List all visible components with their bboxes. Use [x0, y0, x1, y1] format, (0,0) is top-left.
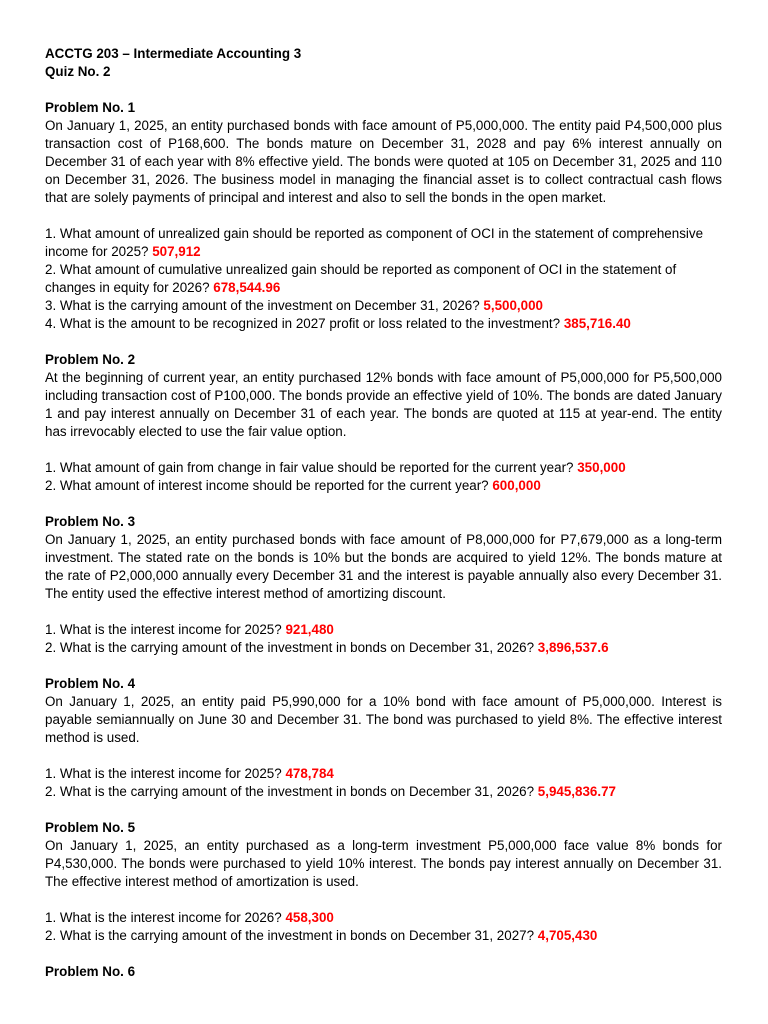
question-text: 2. What is the carrying amount of the investment in bonds on December 31, 2027?	[45, 928, 535, 943]
answer-value: 5,945,836.77	[537, 784, 616, 799]
answer-value: 350,000	[577, 460, 626, 475]
question-text: 4. What is the amount to be recognized in 2027 profit or loss related to the investment?	[45, 316, 561, 331]
question-item	[45, 783, 722, 801]
problem-body: On January 1, 2025, an entity purchased bonds with face amount of P8,000,000 for P7,679,000 as a long-term investment. The stated rate on the bonds is 10% but the bonds are acquired to yield 12%. The bonds mature at the rate of P2,000,000 annually every December 31 and the interest is payable annually also every December 31. The entity used the effective interest method of amortizing discount.	[45, 532, 722, 601]
problem-title: Problem No. 6	[45, 964, 136, 979]
quiz-title: Quiz No. 2	[45, 64, 111, 79]
answer-value: 458,300	[285, 910, 334, 925]
question-text: 2. What is the carrying amount of the investment in bonds on December 31, 2026?	[45, 784, 535, 799]
question-text: 2. What amount of cumulative unrealized gain should be reported as component of OCI in the statement of changes in equity for 2026?	[45, 262, 677, 295]
problem-title: Problem No. 5	[45, 820, 136, 835]
problem-5	[45, 819, 722, 945]
question-text: 3. What is the carrying amount of the investment on December 31, 2026?	[45, 298, 480, 313]
question-item	[45, 261, 722, 297]
question-item	[45, 315, 722, 333]
question-item	[45, 297, 722, 315]
problem-3	[45, 513, 722, 657]
question-item	[45, 927, 722, 945]
problem-title: Problem No. 1	[45, 100, 136, 115]
answer-value: 478,784	[285, 766, 334, 781]
problem-4	[45, 675, 722, 801]
document-header	[45, 45, 722, 81]
answer-value: 600,000	[492, 478, 541, 493]
answer-value: 3,896,537.6	[537, 640, 609, 655]
problem-body: On January 1, 2025, an entity purchased bonds with face amount of P5,000,000. The entity paid P4,500,000 plus transaction cost of P168,600. The bonds mature on December 31, 2028 and pay 6% interest annually on December 31 of each year with 8% effective yield. The bonds were quoted at 105 on December 31, 2025 and 110 on December 31, 2026. The business model in managing the financial asset is to collect contractual cash flows that are solely payments of principal and interest and also to sell the bonds in the open market.	[45, 118, 722, 205]
answer-value: 4,705,430	[537, 928, 598, 943]
problem-title: Problem No. 3	[45, 514, 136, 529]
answer-value: 921,480	[285, 622, 334, 637]
answer-value: 678,544.96	[213, 280, 281, 295]
problem-title: Problem No. 2	[45, 352, 136, 367]
problem-6	[45, 963, 722, 981]
question-item	[45, 765, 722, 783]
answer-value: 5,500,000	[483, 298, 543, 313]
question-text: 2. What amount of interest income should be reported for the current year?	[45, 478, 489, 493]
course-title: ACCTG 203 – Intermediate Accounting 3	[45, 46, 302, 61]
question-text: 1. What amount of gain from change in fair value should be reported for the current year?	[45, 460, 574, 475]
question-text: 1. What is the interest income for 2025?	[45, 766, 282, 781]
question-item	[45, 639, 722, 657]
question-text: 1. What is the interest income for 2025?	[45, 622, 282, 637]
problem-2	[45, 351, 722, 495]
question-item	[45, 225, 722, 261]
problem-body: On January 1, 2025, an entity purchased as a long-term investment P5,000,000 face value 8% bonds for P4,530,000. The bonds were purchased to yield 10% interest. The bonds pay interest annually on December 31. The effective interest method of amortization is used.	[45, 838, 722, 889]
question-text: 1. What amount of unrealized gain should be reported as component of OCI in the statement of comprehensive income for 2025?	[45, 226, 704, 259]
problem-body: At the beginning of current year, an entity purchased 12% bonds with face amount of P5,000,000 for P5,500,000 including transaction cost of P100,000. The bonds provide an effective yield of 10%. The bonds are dated January 1 and pay interest annually on December 31 of each year. The bonds are quoted at 115 at year-end. The entity has irrevocably elected to use the fair value option.	[45, 370, 722, 439]
problem-body: On January 1, 2025, an entity paid P5,990,000 for a 10% bond with face amount of P5,000,000. Interest is payable semiannually on June 30 and December 31. The bond was purchased to yield 8%. The effective interest method is used.	[45, 694, 722, 745]
question-text: 2. What is the carrying amount of the investment in bonds on December 31, 2026?	[45, 640, 535, 655]
question-item	[45, 477, 722, 495]
answer-value: 507,912	[152, 244, 201, 259]
question-text: 1. What is the interest income for 2026?	[45, 910, 282, 925]
answer-value: 385,716.40	[563, 316, 631, 331]
question-item	[45, 621, 722, 639]
problem-1	[45, 99, 722, 333]
question-item	[45, 909, 722, 927]
problem-title: Problem No. 4	[45, 676, 136, 691]
question-item	[45, 459, 722, 477]
